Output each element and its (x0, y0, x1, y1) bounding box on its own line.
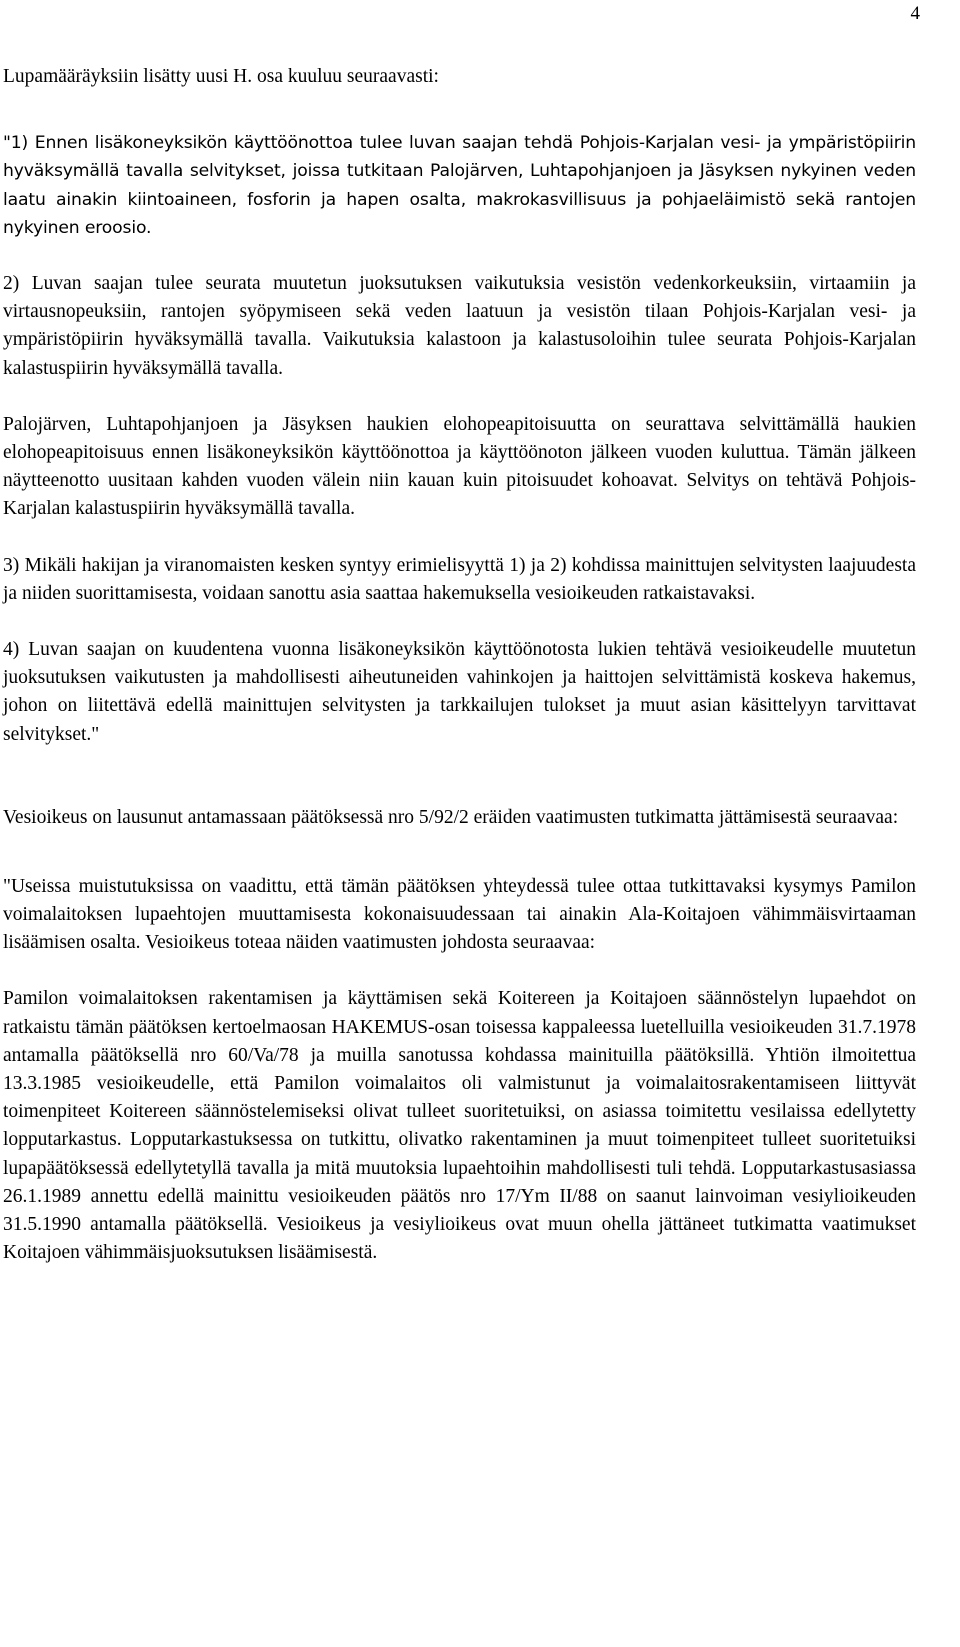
pamilo-licence-paragraph: Pamilon voimalaitoksen rakentamisen ja käyttämisen sekä Koitereen ja Koitajoen säännöstelyn lupaehdot on ratkaistu tämän päätöksen kertoelmaosan HAKEMUS-osan toisessa kappaleessa luetelluilla vesioikeuden 31.7.1978 antamalla päätöksellä nro 60/Va/78 ja muilla sanotussa kohdassa mainituilla päätöksillä. Yhtiön ilmoitettua 13.3.1985 vesioikeudelle, että Pamilon voimalaitos oli valmistunut ja voimalaitosrakentamiseen liittyvät toimenpiteet Koitereen säännöstelemiseksi olivat tulleet suoritetuiksi, on asiassa toimitettu vesilaissa edellytetty lopputarkastus. Lopputarkastuksessa on tutkittu, olivatko rakentaminen ja muut toimenpiteet tulleet suoritetuiksi lupapäätöksessä edellytetyllä tavalla ja mitä muutoksia lupaehtoihin mahdollisesti tuli tehdä. Lopputarkastusasiassa 26.1.1989 annettu edellä mainittu vesioikeuden päätös nro 17/Ym II/88 on saanut lainvoiman vesiylioikeuden 31.5.1990 antamalla päätöksellä. Vesioikeus ja vesiylioikeus ovat muun ohella jättäneet tutkimatta vaatimukset Koitajoen vähimmäisjuoksutuksen lisäämisestä. (3, 988, 916, 1264)
condition-3-paragraph: 3) Mikäli hakijan ja viranomaisten kesken syntyy erimielisyyttä 1) ja 2) kohdissa mainittujen selvitysten laajuudesta ja niiden suorittamisesta, voidaan sanottu asia saattaa hakemuksella vesioikeuden ratkaistavaksi. (3, 554, 916, 604)
section-intro-heading: Lupamääräyksiin lisätty uusi H. osa kuuluu seuraavasti: (3, 66, 439, 87)
page-number: 4 (910, 3, 920, 24)
condition-2-paragraph: 2) Luvan saajan tulee seurata muutetun juoksutuksen vaikutuksia vesistön vedenkorkeuksiin, virtaamiin ja virtausnopeuksiin, rantojen syöpymiseen sekä veden laatuun ja vesistön tilaan Pohjois-Karjalan vesi- ja ympäristöpiirin hyväksymällä tavalla. Vaikutuksia kalastoon ja kalastusoloihin tulee seurata Pohjois-Karjalan kalastuspiirin hyväksymällä tavalla. (3, 273, 916, 379)
condition-4-paragraph: 4) Luvan saajan on kuudentena vuonna lisäkoneyksikön käyttöönotosta lukien tehtävä vesioikeudelle muutetun juoksutuksen vaikutusten ja mahdollisesti aiheutuneiden vahinkojen ja haittojen selvittämistä koskeva hakemus, johon on liitettävä edellä mainittujen selvitysten ja tarkkailujen tulokset ja muut asian käsittelyyn tarvittavat selvitykset." (3, 639, 916, 745)
document-body (3, 63, 916, 1268)
quoted-statement-paragraph: "Useissa muistutuksissa on vaadittu, että tämän päätöksen yhteydessä tulee ottaa tutkittavaksi kysymys Pamilon voimalaitoksen lupaehtojen muuttamisesta kokonaisuudessaan tai ainakin Ala-Koitajoen vähimmäisvirtaaman lisäämisen osalta. Vesioikeus toteaa näiden vaatimusten johdosta seuraavaa: (3, 875, 916, 954)
condition-1-paragraph: "1) Ennen lisäkoneyksikön käyttöönottoa tulee luvan saajan tehdä Pohjois-Karjalan vesi- ja ympäristöpiirin hyväksymällä tavalla selvitykset, joissa tutkitaan Palojärven, Luhtapohjanjoen ja Jäsyksen nykyinen veden laatu ainakin kiintoaineen, fosforin ja hapen osalta, makrokasvillisuus ja pohjaeläimistö sekä rantojen nykyinen eroosio. (3, 133, 916, 238)
court-statement-intro: Vesioikeus on lausunut antamassaan päätöksessä nro 5/92/2 eräiden vaatimusten tutkimatta jättämisestä seuraavaa: (3, 806, 899, 828)
mercury-monitoring-paragraph: Palojärven, Luhtapohjanjoen ja Jäsyksen haukien elohopeapitoisuutta on seurattava selvittämällä haukien elohopeapitoisuus ennen lisäkoneyksikön käyttöönottoa ja käyttöönoton jälkeen vuoden kuluttua. Tämän jälkeen näytteenotto uusitaan kahden vuoden välein niin kauan kuin pitoisuudet kohoavat. Selvitys on tehtävä Pohjois-Karjalan kalastuspiirin hyväksymällä tavalla. (3, 413, 916, 520)
